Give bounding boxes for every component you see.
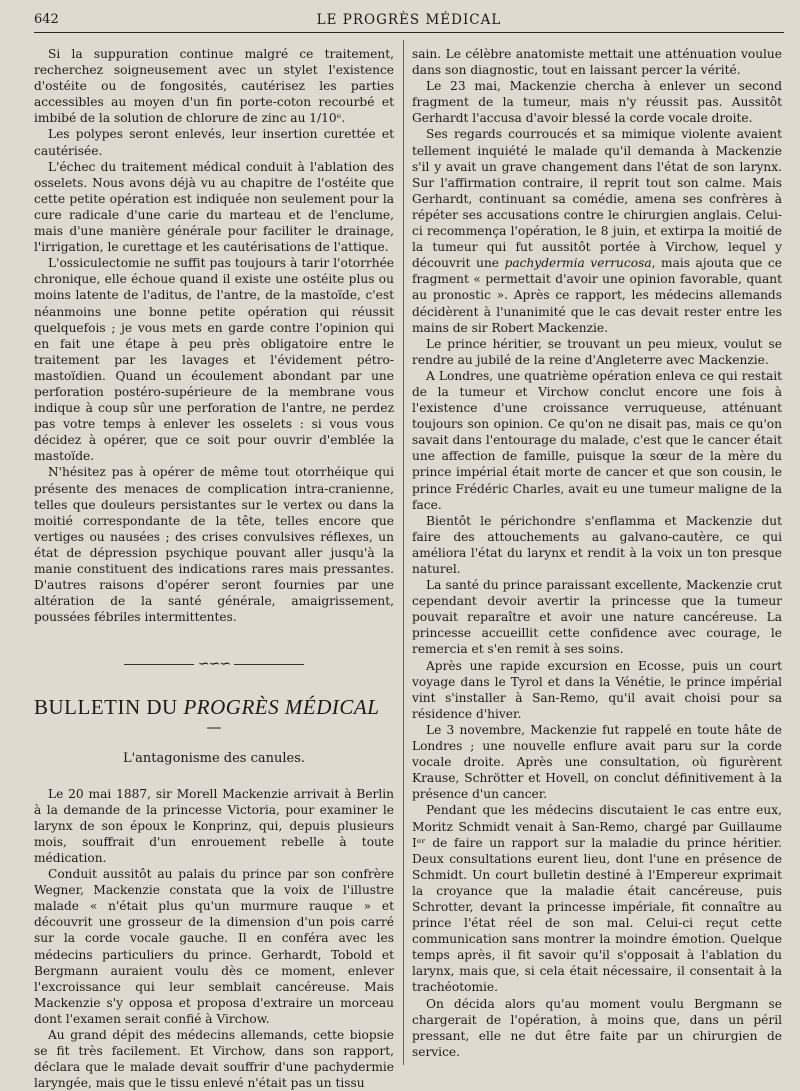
running-title: LE PROGRÈS MÉDICAL: [316, 12, 502, 28]
paragraph: Le 23 mai, Mackenzie chercha à enlever un second fragment de la tumeur, mais n'y réussit pas. Aussitôt Gerhardt l'accusa d'avoir blessé la corde vocale droite.: [412, 79, 782, 126]
page-header: [34, 10, 784, 33]
paragraph: A Londres, une quatrième opération enleva ce qui restait de la tumeur et Virchow conclut encore une fois à l'existence d'une croissance verruqueuse, atténuant toujours son opinion. Ce qu'on ne disait pas, mais ce qu'on savait dans l'entourage du malade, c'est que le cancer était une affection de famille, puisque la sœur de la mère du prince impérial était morte de cancer et que son cousin, le prince Frédéric Charles, avait eu une tumeur maligne de la face.: [412, 368, 782, 512]
section-separator: [34, 653, 394, 675]
bulletin-title-prefix: BULLETIN DU: [34, 695, 184, 720]
paragraph: Le 3 novembre, Mackenzie fut rappelé en toute hâte de Londres ; une nouvelle enflure avait paru sur la corde vocale droite. Après une consultation, où figurèrent Krause, Schrötter et Hovell, on conclut définitivement à la présence d'un cancer.: [412, 722, 782, 802]
paragraph: Au grand dépit des médecins allemands, cette biopsie se fit très facilement. Et Virchow, dans son rapport, déclara que le malade devait souffrir d'une pachydermie laryngée, mais que le tissu enlevé n'était pas un tissu: [34, 1027, 394, 1091]
paragraph: On décida alors qu'au moment voulu Bergmann se chargerait de l'opération, à moins que, dans un péril pressant, elle ne dut être faite par un chirurgien de service.: [412, 996, 782, 1059]
article-subtitle: L'antagonisme des canules.: [122, 751, 306, 767]
column-divider: [403, 40, 404, 1065]
paragraph: L'ossiculectomie ne suffit pas toujours à tarir l'otorrhée chronique, elle échoue quand il existe une ostéite plus ou moins latente de l'aditus, de l'antre, de la mastoïde, c'est néanmoins une bonne petite opération qui réussit quelquefois ; je vous mets en garde contre l'opinion qui en fait une étape à peu près obligatoire entre le traitement par les lavages et l'évidement pétro-mastoïdien. Quand un écoulement abondant par une perforation postéro-supérieure de la membrane vous indique à coup sûr une perforation de l'antre, ne perdez pas votre temps à enlever les osselets : si vous vous décidez à opérer, que ce soit pour ouvrir d'emblée la mastoïde.: [34, 256, 394, 464]
separator-line: [234, 664, 304, 665]
left-column: [34, 46, 394, 1091]
bulletin-title: [34, 695, 394, 720]
paragraph: sain. Le célèbre anatomiste mettait une atténuation voulue dans son diagnostic, tout en laissant percer la vérité.: [412, 47, 782, 78]
paragraph: Si la suppuration continue malgré ce traitement, recherchez soigneusement avec un stylet l'existence d'ostéite ou de fongosités, cautérisez les parties accessibles au moyen d'un fin porte-coton recourbé et imbibé de la solution de chlorure de zinc au 1/10ᵉ.: [34, 47, 394, 126]
paragraph: Le 20 mai 1887, sir Morell Mackenzie arrivait à Berlin à la demande de la princesse Victoria, pour examiner le larynx de son époux le Konprinz, qui, depuis plusieurs mois, souffrait d'un enrouement rebelle à toute médication.: [34, 786, 394, 865]
page-number: 642: [34, 12, 59, 27]
paragraph: N'hésitez pas à opérer de même tout otorrhéique qui présente des menaces de complication intra-cranienne, telles que douleurs persistantes sur le vertex ou dans la moitié correspondante de la tête, telles encore que vertiges ou nausées ; des crises convulsives réflexes, un état de dépression psychique pouvant aller jusqu'à la manie constituent des indications rares mais pressantes. D'autres raisons d'opérer seront fournies par une altération de la santé générale, amaigrissement, poussées fébriles intermittentes.: [34, 465, 394, 625]
right-column: [412, 46, 782, 1060]
paragraph: L'échec du traitement médical conduit à l'ablation des osselets. Nous avons déjà vu au chapitre de l'ostéite que cette petite opération est indiquée non seulement pour la cure radicale d'une carie du marteau et de l'enclume, mais d'une manière générale pour faciliter le drainage, l'irrigation, le curettage et les cautérisations de l'attique.: [34, 159, 394, 255]
bulletin-title-journal: PROGRÈS MÉDICAL: [183, 695, 380, 720]
paragraph-text: Ses regards courroucés et sa mimique violente avaient tellement inquiété le malade qu'il demanda à Mackenzie s'il y avait un grave changement dans l'état de son larynx. Sur l'affirmation contraire, il reprit tout son calme. Mais Gerhardt, continuant sa comédie, amena ses confrères à répéter ses accusations contre le chirurgien anglais. Celui-ci recommença l'opération, le 8 juin, et extirpa la moitié de la tumeur qui fut aussitôt portée à Virchow, lequel y découvrit une: [412, 127, 782, 271]
separator-line: [124, 664, 194, 665]
paragraph: La santé du prince paraissant excellente, Mackenzie crut cependant devoir avertir la princesse que la tumeur pouvait reparaître et avoir une nature cancéreuse. La princesse accueillit cette confidence avec courage, le remercia et s'en remit à ses soins.: [412, 578, 782, 657]
paragraph: Les polypes seront enlevés, leur insertion curettée et cautérisée.: [34, 127, 394, 158]
paragraph: Le prince héritier, se trouvant un peu mieux, voulut se rendre au jubilé de la reine d'Angleterre avec Mackenzie.: [412, 336, 782, 367]
separator-flourish: ∽∽∽: [197, 656, 231, 673]
italic-term: pachydermia verrucosa: [504, 256, 652, 271]
paragraph: Bientôt le périchondre s'enflamma et Mackenzie dut faire des attouchements au galvano-cautère, ce qui améliora l'état du larynx et rendit à la voix un ton presque naturel.: [412, 513, 782, 576]
paragraph: [412, 126, 782, 335]
paragraph: Conduit aussitôt au palais du prince par son confrère Wegner, Mackenzie constata que la voix de l'illustre malade « n'était plus qu'un murmure rauque » et découvrit une grosseur de la dimension d'un pois carré sur la corde vocale gauche. Il en conféra avec les médecins particuliers du prince. Gerhardt, Tobold et Bergmann auraient voulu dès ce moment, enlever l'excroissance qui leur semblait cancéreuse. Mais Mackenzie s'y opposa et proposa d'extraire un morceau dont l'examen serait confié à Virchow.: [34, 867, 394, 1026]
paragraph-text: , mais ajouta que ce fragment « permettait d'avoir une opinion favorable, quant au pronostic ». Après ce rapport, les médecins allemands décidèrent à l'unanimité que le cas devait rester entre les mains de sir Robert Mackenzie.: [412, 256, 782, 335]
paragraph: Après une rapide excursion en Ecosse, puis un court voyage dans le Tyrol et dans la Vénétie, le prince impérial vint s'installer à San-Remo, qu'il avait choisi pour sa résidence d'hiver.: [412, 658, 782, 721]
title-dash: —: [206, 718, 222, 737]
paragraph: Pendant que les médecins discutaient le cas entre eux, Moritz Schmidt venait à San-Remo, chargé par Guillaume Iᵉʳ de faire un rapport sur la maladie du prince héritier. Deux consultations eurent lieu, dont l'une en présence de Schmidt. Un court bulletin destiné à l'Empereur exprimait la croyance que la maladie était cancéreuse, puis Schrotter, devant la princesse impériale, fit connaître au prince l'état réel de son mal. Celui-ci reçut cette communication sans montrer la moindre émotion. Quelque temps après, il fit savoir qu'il s'opposait à l'ablation du larynx, mais que, si cela était nécessaire, il consentait à la trachéotomie.: [412, 803, 782, 995]
